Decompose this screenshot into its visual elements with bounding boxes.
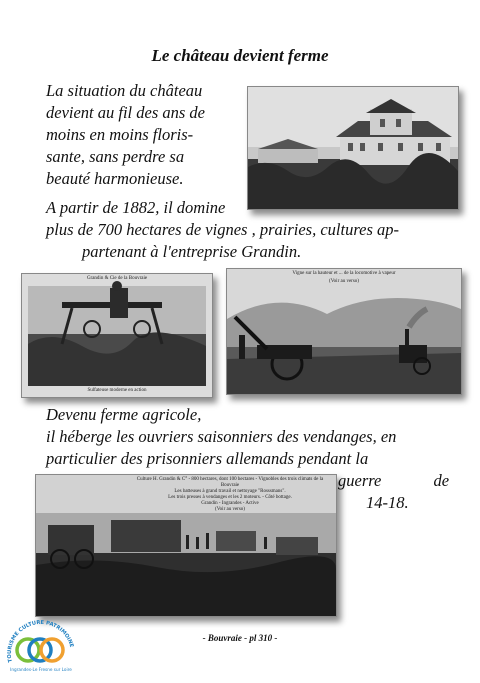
photo-caption: Sulfateuse moderne en action bbox=[87, 388, 147, 393]
text-line: il héberge les ouvriers saisonniers des vendanges, en bbox=[46, 427, 397, 446]
photo-caption: (Voir au verso) bbox=[215, 507, 245, 512]
photo-caption-block bbox=[128, 477, 332, 513]
text-line: A partir de 1882, il domine bbox=[46, 198, 226, 217]
photo-caption: Les batteuses à grand travail et nettoyage "Rosssmans". bbox=[174, 489, 286, 494]
logo-arc-text: TOURISME CULTURE PATRIMOINE bbox=[6, 619, 75, 663]
text-line: beauté harmonieuse. bbox=[46, 169, 184, 188]
photo-vineyard-machine bbox=[21, 273, 213, 398]
text-line: plus de 700 hectares de vignes , prairies, cultures ap- bbox=[46, 220, 400, 239]
paragraph-intro bbox=[46, 80, 205, 190]
photo-caption: Grandin & Cie de la Bouvraie bbox=[86, 276, 148, 281]
text-line: guerre de bbox=[338, 471, 450, 490]
text-line: 14-18. bbox=[366, 493, 409, 512]
photo-harvest bbox=[35, 474, 337, 617]
photo-caption: Les trois presses à vendanges et les 2 moteurs. - Côté bottage. bbox=[168, 495, 292, 500]
text-line: devient au fil des ans de bbox=[46, 103, 206, 122]
photo-caption: (Voir au verso) bbox=[329, 279, 359, 284]
logo-subtitle: Ingrandes-Le Fresne sur Loire bbox=[10, 667, 72, 672]
text-line: Devenu ferme agricole, bbox=[46, 405, 202, 424]
text-line: sante, sans perdre sa bbox=[46, 147, 185, 166]
photo-chateau bbox=[247, 86, 459, 210]
acp-logo bbox=[4, 616, 78, 678]
page-footer: - Bouvraie - pl 310 - bbox=[202, 633, 278, 643]
photo-caption: Vigne sur la hauteur et ... de la locomotive à vapeur bbox=[292, 271, 396, 276]
photo-caption: Grandin - Ingrandes - Active bbox=[201, 501, 259, 506]
photo-steam-plowing bbox=[226, 268, 462, 395]
text-line: particulier des prisonniers allemands pendant la bbox=[46, 449, 369, 468]
text-line: La situation du château bbox=[46, 81, 203, 100]
photo-caption: Culture H. Grandin & C° - 800 hectares, dont 100 hectares - Vignobles des trois climats de la Bouvraie bbox=[136, 477, 324, 488]
text-line: partenant à l'entreprise Grandin. bbox=[82, 242, 302, 261]
page-title: Le château devient ferme bbox=[151, 46, 329, 65]
text-line: moins en moins floris- bbox=[46, 125, 194, 144]
